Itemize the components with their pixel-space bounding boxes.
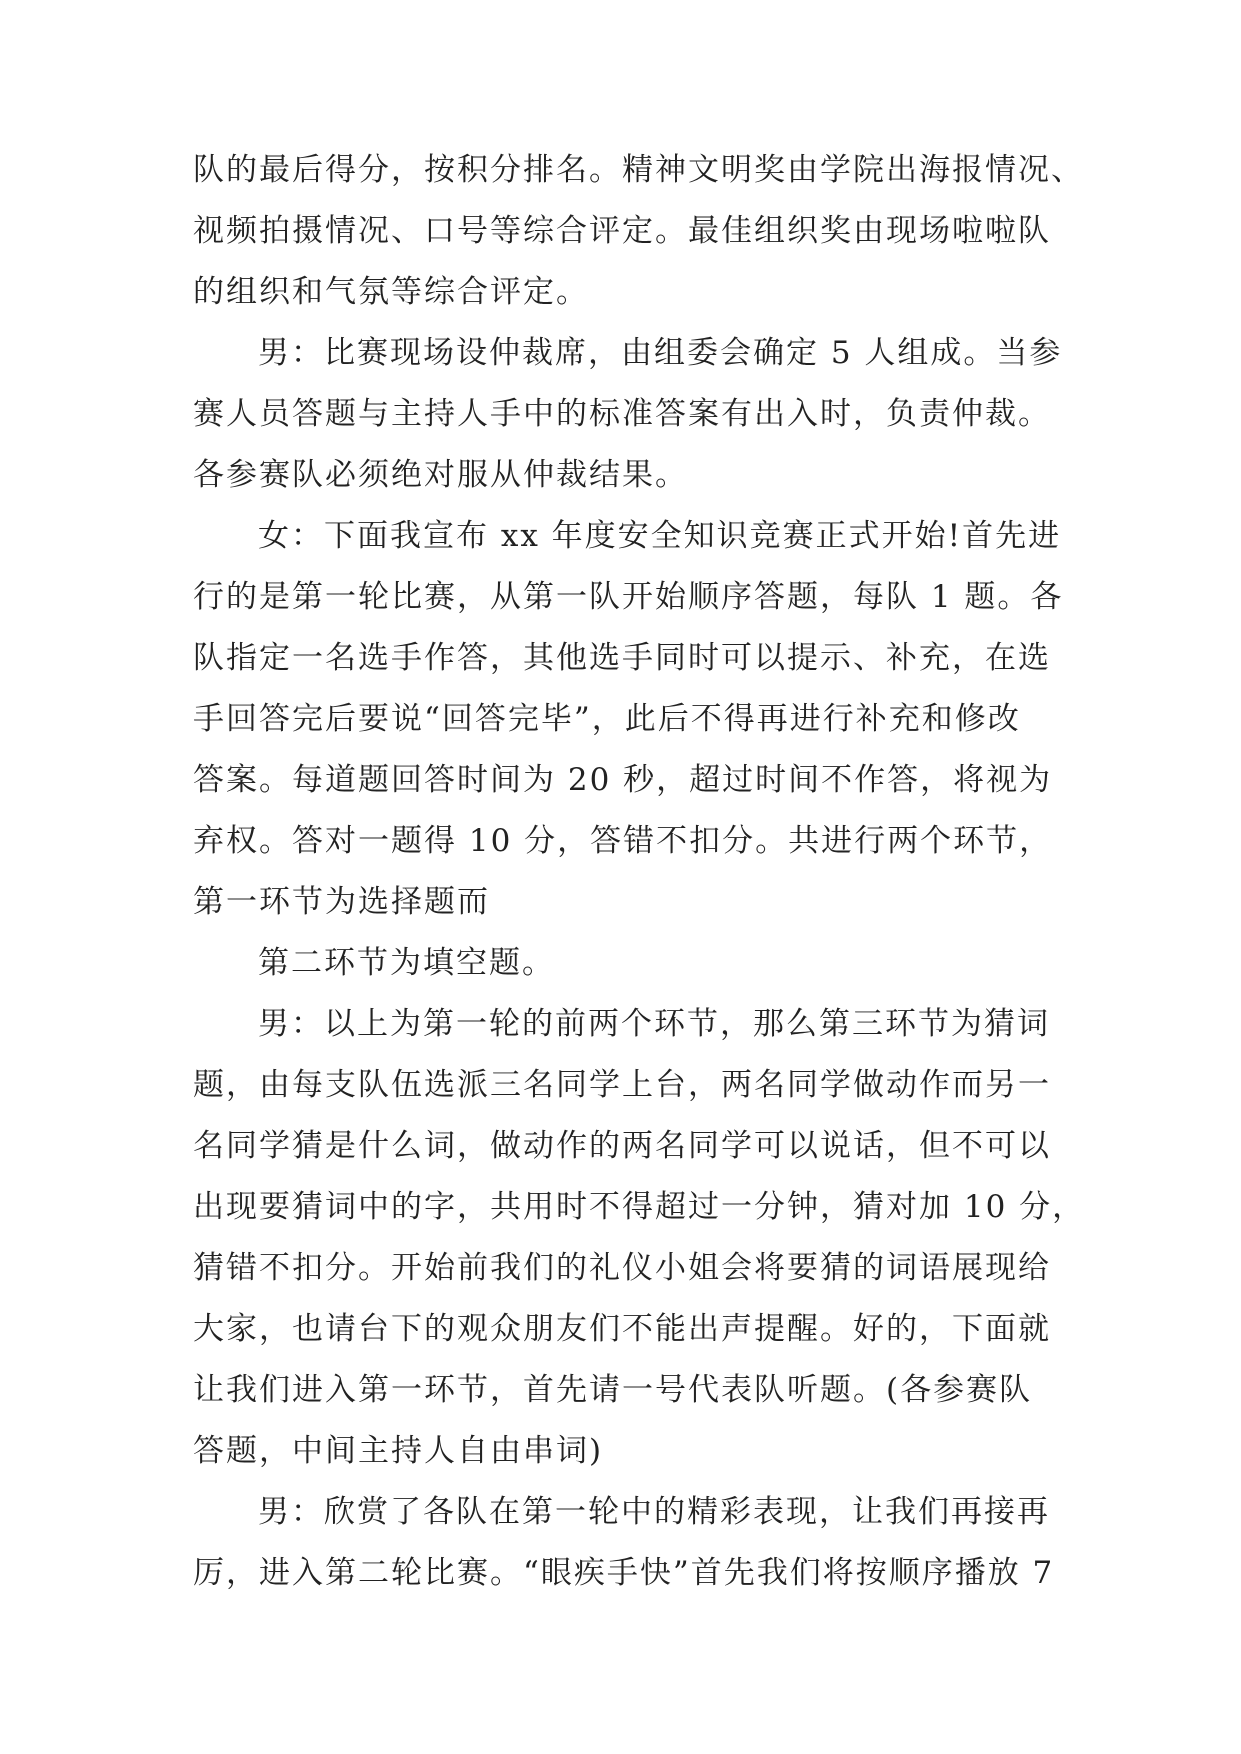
text-line: 弃权。答对一题得 10 分，答错不扣分。共进行两个环节， [193, 823, 1053, 859]
text-line: 队的最后得分，按积分排名。精神文明奖由学院出海报情况、 [193, 152, 1084, 188]
text-line: 答题，中间主持人自由串词) [193, 1433, 604, 1469]
text-line: 第二环节为填空题。 [258, 945, 555, 981]
text-line: 名同学猜是什么词，做动作的两名同学可以说话，但不可以 [193, 1128, 1051, 1164]
text-line: 出现要猜词中的字，共用时不得超过一分钟，猜对加 10 分， [193, 1189, 1086, 1225]
text-line: 行的是第一轮比赛，从第一队开始顺序答题，每队 1 题。各 [193, 579, 1064, 615]
text-line: 男：欣赏了各队在第一轮中的精彩表现，让我们再接再 [258, 1494, 1050, 1530]
text-line: 赛人员答题与主持人手中的标准答案有出入时，负责仲裁。 [193, 396, 1051, 432]
text-line: 大家，也请台下的观众朋友们不能出声提醒。好的，下面就 [193, 1311, 1051, 1347]
text-line: 手回答完后要说“回答完毕”，此后不得再进行补充和修改 [193, 701, 1021, 737]
text-line: 厉，进入第二轮比赛。“眼疾手快”首先我们将按顺序播放 7 [193, 1555, 1055, 1591]
text-line: 答案。每道题回答时间为 20 秒，超过时间不作答，将视为 [193, 762, 1053, 798]
text-line: 第一环节为选择题而 [193, 884, 490, 920]
text-line: 视频拍摄情况、口号等综合评定。最佳组织奖由现场啦啦队 [193, 213, 1051, 249]
document-body [193, 140, 1086, 1604]
text-line: 队指定一名选手作答，其他选手同时可以提示、补充，在选 [193, 640, 1051, 676]
text-line: 女：下面我宣布 xx 年度安全知识竞赛正式开始!首先进 [258, 518, 1062, 554]
text-line: 男：比赛现场设仲裁席，由组委会确定 5 人组成。当参 [258, 335, 1063, 371]
text-line: 让我们进入第一环节，首先请一号代表队听题。(各参赛队 [193, 1372, 1033, 1408]
text-line: 男：以上为第一轮的前两个环节，那么第三环节为猜词 [258, 1006, 1050, 1042]
text-line: 各参赛队必须绝对服从仲裁结果。 [193, 457, 688, 493]
text-line: 的组织和气氛等综合评定。 [193, 274, 589, 310]
text-line: 猜错不扣分。开始前我们的礼仪小姐会将要猜的词语展现给 [193, 1250, 1051, 1286]
text-line: 题，由每支队伍选派三名同学上台，两名同学做动作而另一 [193, 1067, 1051, 1103]
